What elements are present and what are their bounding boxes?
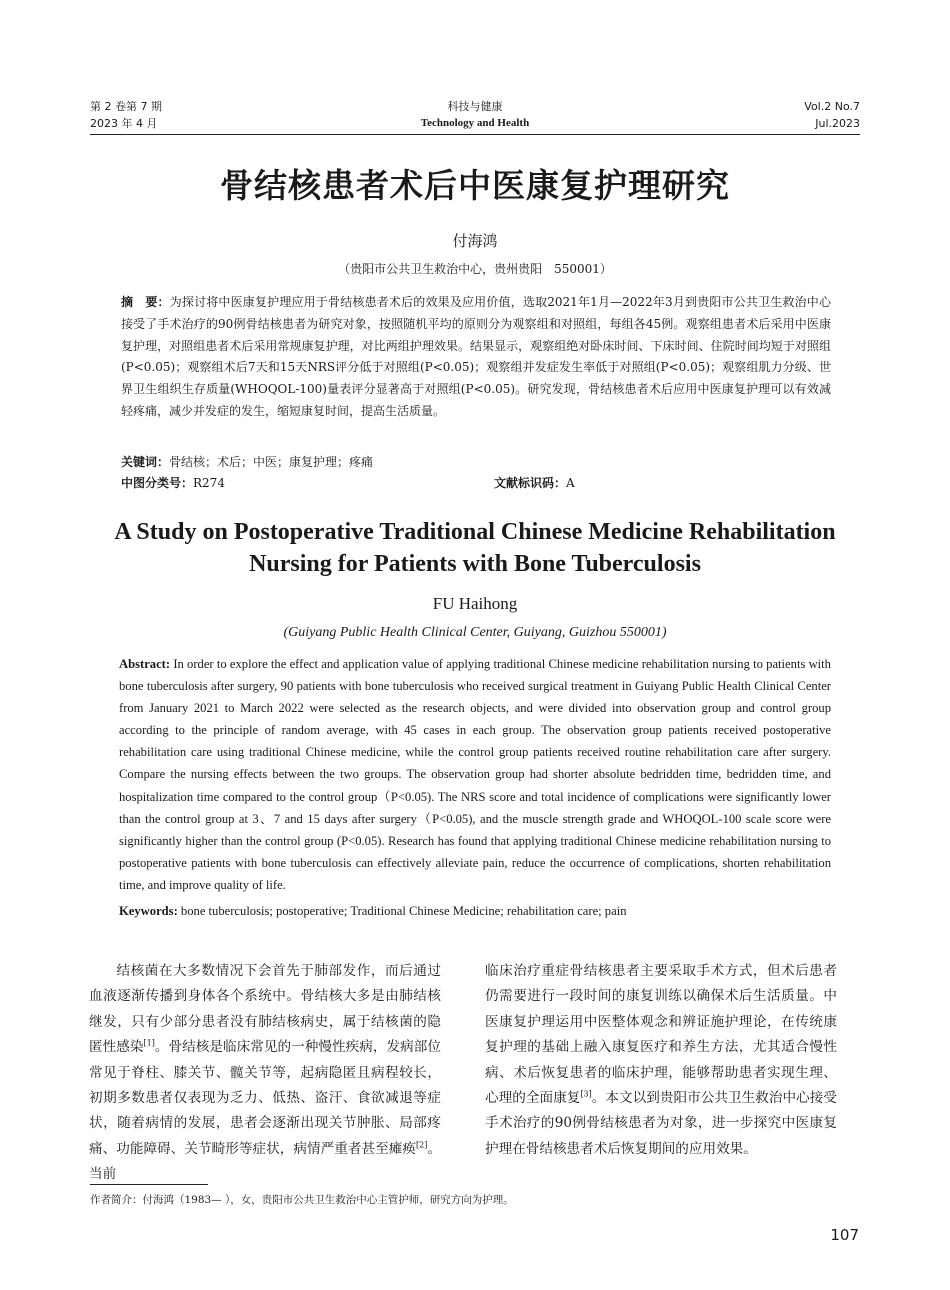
volume-issue-cn: 第 2 卷第 7 期 [90, 100, 162, 113]
classification-value: R274 [193, 476, 225, 490]
body-right-text-1: 临床治疗重症骨结核患者主要采取手术方式，但术后患者仍需要进行一段时间的康复训练以确保术后生活质量。中医康复护理运用中医整体观念和辨证施护理论，在传统康复护理的基础上融入康复医疗和养生方法，尤其适合慢性病、术后恢复患者的临床护理，能够帮助患者实现生理、心理的全面康复 [485, 963, 837, 1107]
citation-ref-1: [1] [143, 1038, 155, 1048]
article-title-en [0, 516, 950, 580]
keywords-cn [121, 452, 831, 472]
keywords-cn-label: 关键词： [121, 455, 170, 469]
article-title-cn: 骨结核患者术后中医康复护理研究 [220, 166, 730, 205]
abstract-cn [121, 292, 831, 423]
keywords-cn-text: 骨结核；术后；中医；康复护理；疼痛 [169, 455, 374, 469]
classification-number [121, 473, 225, 493]
header-divider [90, 134, 860, 135]
body-left-text-2: 。骨结核是临床常见的一种慢性疾病，发病部位常见于脊柱、膝关节、髋关节等，起病隐匿且病程较长，初期多数患者仅表现为乏力、低热、盗汗、食欲减退等症状，随着病情的发展，患者会逐渐出现关节肿胀、局部疼痛、功能障碍、关节畸形等症状，病情严重者甚至瘫痪 [89, 1039, 442, 1157]
document-code-value: A [566, 476, 575, 490]
date-en: Jul.2023 [815, 117, 860, 130]
document-code-label: 文献标识码： [494, 476, 567, 490]
abstract-en-label: Abstract: [119, 657, 171, 671]
abstract-en [119, 653, 831, 896]
keywords-en [119, 900, 831, 922]
footnote-divider [90, 1184, 208, 1185]
author-name-cn: 付海鸿 [452, 232, 498, 250]
author-footnote: 作者简介：付海鸿（1983— ），女，贵阳市公共卫生救治中心主管护师，研究方向为护理。 [90, 1194, 514, 1206]
abstract-cn-text: 为探讨将中医康复护理应用于骨结核患者术后的效果及应用价值，选取2021年1月—2022年3月到贵阳市公共卫生救治中心接受了手术治疗的90例骨结核患者为研究对象，按照随机平均的原则分为观察组和对照组，每组各45例。观察组患者术后采用中医康复护理，对照组患者术后采用常规康复护理，对比两组护理效果。结果显示，观察组绝对卧床时间、下床时间、住院时间均短于对照组(P<0.05)；观察组术后7天和15天NRS评分低于对照组(P<0.05)；观察组并发症发生率低于对照组(P<0.05)；观察组肌力分级、世界卫生组织生存质量(WHOQOL-100)量表评分显著高于对照组(P<0.05)。研究发现，骨结核患者术后应用中医康复护理可以有效减轻疼痛，减少并发症的发生，缩短康复时间，提高生活质量。 [121, 295, 831, 418]
body-column-right [485, 959, 837, 1162]
running-header-right [804, 98, 860, 132]
document-code [494, 473, 575, 493]
abstract-en-text: In order to explore the effect and application value of applying traditional Chinese medicine rehabilitation nursing to patients with bone tuberculosis after surgery, 90 patients with bone tuberculosis who received surgical treatment in Guiyang Public Health Clinical Center from January 2021 to March 2022 were selected as the research objects, and were divided into observation group and control group according to the principle of random average, with 45 cases in each group. The observation group patients received postoperative rehabilitation care using traditional Chinese medicine, while the control group patients received routine rehabilitation care after surgery. Compare the nursing effects between the two groups. The observation group had shorter absolute bedridden time, bedridden time, and hospitalization time compared to the control group（P<0.05). The NRS score and total incidence of complications were significantly lower than the control group at 3、7 and 15 days after surgery（P<0.05), and the muscle strength grade and WHOQOL-100 scale score were significantly higher than the control group (P<0.05). Research has found that applying traditional Chinese medicine rehabilitation nursing to postoperative patients with bone tuberculosis can effectively alleviate pain, reduce the occurrence of complications, shorten rehabilitation time, and improve quality of life. [119, 657, 831, 892]
article-title-en-line2: Nursing for Patients with Bone Tuberculosis [249, 551, 701, 577]
citation-ref-3: [3] [580, 1089, 592, 1099]
date-cn: 2023 年 4 月 [90, 117, 158, 130]
body-left-text-1: 结核菌在大多数情况下会首先于肺部发作，而后通过血液逐渐传播到身体各个系统中。骨结核大多是由肺结核继发，只有少部分患者没有肺结核病史，属于结核菌的隐匿性感染 [89, 963, 441, 1056]
citation-ref-2: [2] [416, 1140, 428, 1150]
journal-name-en: Technology and Health [420, 117, 530, 129]
keywords-en-label: Keywords: [119, 904, 178, 918]
body-column-left [89, 959, 441, 1188]
page-number: 107 [830, 1226, 859, 1244]
author-affiliation-en: (Guiyang Public Health Clinical Center, Guiyang, Guizhou 550001) [283, 625, 667, 640]
body-left-text-3: 。当前 [89, 1140, 442, 1183]
author-name-en: FU Haihong [432, 594, 518, 613]
body-right-text-2: 。本文以到贵阳市公共卫生救治中心接受手术治疗的90例骨结核患者为对象，进一步探究中医康复护理在骨结核患者术后恢复期间的应用效果。 [485, 1090, 838, 1157]
abstract-cn-label: 摘 要： [121, 295, 170, 309]
classification-label: 中图分类号： [121, 476, 194, 490]
author-affiliation-cn: （贵阳市公共卫生救治中心，贵州贵阳 550001） [338, 262, 612, 276]
journal-name-cn: 科技与健康 [447, 100, 503, 113]
article-title-en-line1: A Study on Postoperative Traditional Chinese Medicine Rehabilitation [114, 519, 836, 545]
keywords-en-text: bone tuberculosis; postoperative; Traditional Chinese Medicine; rehabilitation care; pain [180, 904, 627, 918]
volume-issue-en: Vol.2 No.7 [804, 100, 860, 113]
